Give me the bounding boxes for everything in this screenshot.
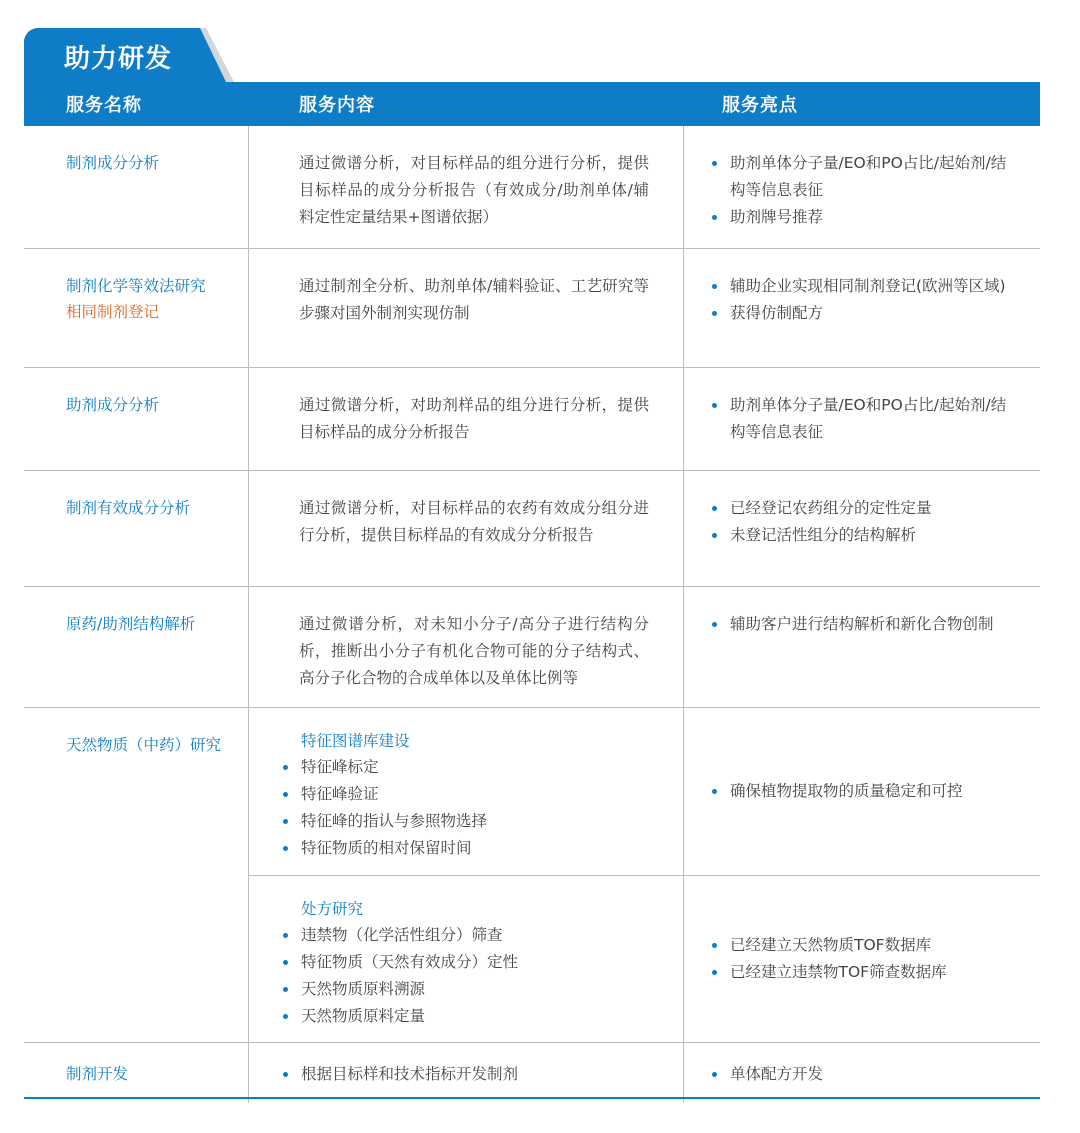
subsection-heading: 处方研究 bbox=[301, 900, 364, 918]
nested-subrows bbox=[249, 708, 1040, 1042]
highlight-item: 已经登记农药组分的定性定量 bbox=[710, 495, 1010, 522]
table-row bbox=[24, 368, 1040, 471]
service-name-cell bbox=[24, 249, 249, 367]
service-content: 通过微谱分析，对助剂样品的组分进行分析，提供目标样品的成分分析报告 bbox=[299, 396, 649, 441]
service-content-cell bbox=[249, 368, 684, 470]
service-highlights-cell bbox=[684, 249, 1040, 367]
content-item: 特征峰的指认与参照物选择 bbox=[281, 808, 649, 835]
highlight-item: 助剂牌号推荐 bbox=[710, 204, 1010, 231]
content-item: 违禁物（化学活性组分）筛查 bbox=[281, 922, 649, 949]
service-content-cell bbox=[249, 249, 684, 367]
section-title-tab bbox=[24, 28, 234, 82]
service-highlights-cell bbox=[684, 587, 1040, 707]
table-subrow bbox=[249, 876, 1040, 1042]
service-highlights-cell bbox=[684, 708, 1040, 875]
content-item: 天然物质原料定量 bbox=[281, 1003, 649, 1030]
highlight-item: 助剂单体分子量/EO和PO占比/起始剂/结构等信息表征 bbox=[710, 392, 1010, 446]
table-row bbox=[24, 587, 1040, 708]
service-table bbox=[24, 82, 1040, 1103]
service-content-cell bbox=[249, 876, 684, 1042]
highlight-item: 获得仿制配方 bbox=[710, 300, 1010, 327]
service-name: 制剂成分分析 bbox=[66, 154, 160, 172]
service-name: 原药/助剂结构解析 bbox=[66, 615, 196, 633]
highlight-item: 未登记活性组分的结构解析 bbox=[710, 522, 1010, 549]
highlight-item: 辅助企业实现相同制剂登记(欧洲等区域) bbox=[710, 273, 1010, 300]
header-service-name: 服务名称 bbox=[66, 95, 142, 116]
table-row bbox=[24, 1043, 1040, 1103]
service-highlights-cell bbox=[684, 126, 1040, 248]
header-service-content: 服务内容 bbox=[299, 95, 375, 116]
table-row bbox=[24, 708, 1040, 1043]
highlight-item: 单体配方开发 bbox=[710, 1061, 1010, 1088]
service-content-cell bbox=[249, 471, 684, 586]
highlight-item: 已经建立天然物质TOF数据库 bbox=[710, 932, 1010, 959]
highlight-item: 确保植物提取物的质量稳定和可控 bbox=[710, 778, 1010, 805]
service-name-cell bbox=[24, 708, 249, 1042]
service-content: 通过微谱分析，对目标样品的组分进行分析，提供目标样品的成分分析报告（有效成分/助剂单体/辅料定性定量结果+图谱依据） bbox=[299, 154, 649, 226]
service-highlights-cell bbox=[684, 368, 1040, 470]
service-name-cell bbox=[24, 368, 249, 470]
service-highlights-cell bbox=[684, 876, 1040, 1042]
service-name: 制剂化学等效法研究 bbox=[66, 277, 206, 295]
content-item: 根据目标样和技术指标开发制剂 bbox=[281, 1061, 649, 1088]
service-content: 通过微谱分析，对未知小分子/高分子进行结构分析，推断出小分子有机化合物可能的分子结构式、高分子化合物的合成单体以及单体比例等 bbox=[299, 615, 649, 687]
content-item: 特征物质（天然有效成分）定性 bbox=[281, 949, 649, 976]
table-row bbox=[24, 471, 1040, 587]
header-service-highlights: 服务亮点 bbox=[722, 95, 798, 116]
service-name-cell bbox=[24, 471, 249, 586]
table-row bbox=[24, 249, 1040, 368]
highlight-item: 已经建立违禁物TOF筛查数据库 bbox=[710, 959, 1010, 986]
service-name: 天然物质（中药）研究 bbox=[66, 736, 222, 754]
service-name-highlight: 相同制剂登记 bbox=[66, 303, 160, 321]
table-row bbox=[24, 126, 1040, 249]
table-subrow bbox=[249, 708, 1040, 876]
service-content-cell bbox=[249, 587, 684, 707]
service-name-cell bbox=[24, 1043, 249, 1103]
service-highlights-cell bbox=[684, 471, 1040, 586]
content-item: 特征物质的相对保留时间 bbox=[281, 835, 649, 862]
service-name: 制剂开发 bbox=[66, 1065, 129, 1083]
table-header bbox=[24, 82, 1040, 126]
service-content-cell bbox=[249, 1043, 684, 1103]
service-highlights-cell bbox=[684, 1043, 1040, 1103]
service-content-cell bbox=[249, 126, 684, 248]
service-name-cell bbox=[24, 587, 249, 707]
service-name: 助剂成分分析 bbox=[66, 396, 160, 414]
content-item: 特征峰验证 bbox=[281, 781, 649, 808]
section-title: 助力研发 bbox=[64, 44, 173, 74]
content-item: 天然物质原料溯源 bbox=[281, 976, 649, 1003]
service-content: 通过制剂全分析、助剂单体/辅料验证、工艺研究等步骤对国外制剂实现仿制 bbox=[299, 277, 649, 322]
table-bottom-rule bbox=[24, 1097, 1040, 1099]
content-item: 特征峰标定 bbox=[281, 754, 649, 781]
highlight-item: 辅助客户进行结构解析和新化合物创制 bbox=[710, 611, 1010, 638]
service-name: 制剂有效成分分析 bbox=[66, 499, 191, 517]
service-content-cell bbox=[249, 708, 684, 875]
service-name-cell bbox=[24, 126, 249, 248]
subsection-heading: 特征图谱库建设 bbox=[301, 732, 410, 750]
highlight-item: 助剂单体分子量/EO和PO占比/起始剂/结构等信息表征 bbox=[710, 150, 1010, 204]
service-content: 通过微谱分析，对目标样品的农药有效成分组分进行分析，提供目标样品的有效成分分析报告 bbox=[299, 499, 649, 544]
